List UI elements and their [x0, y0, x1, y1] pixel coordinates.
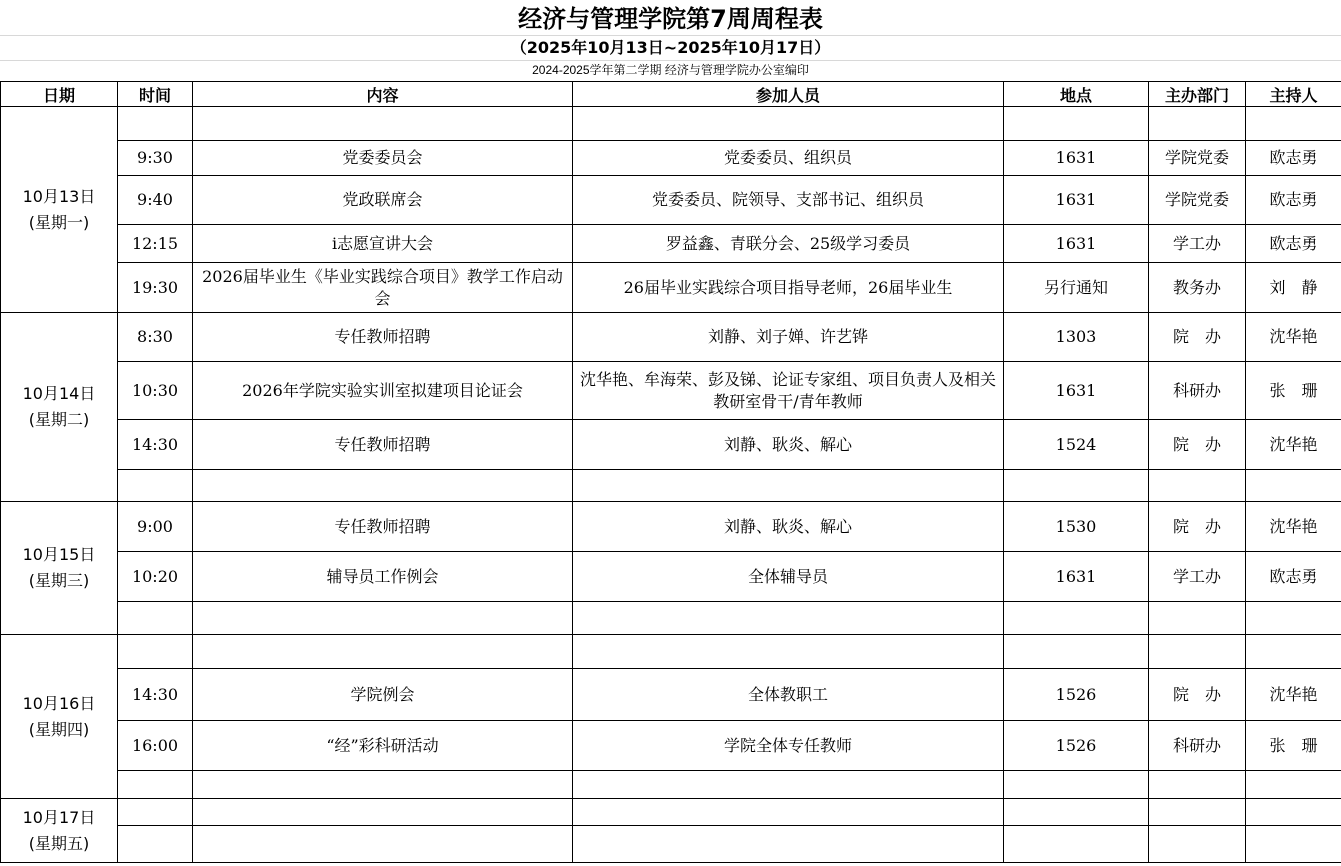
content-cell [193, 635, 573, 669]
table-row [1, 799, 1341, 826]
organizer-cell: 学院党委 [1149, 141, 1246, 176]
table-row [1, 141, 1341, 176]
host-cell [1246, 635, 1341, 669]
table-row [1, 470, 1341, 502]
organizer-cell: 院 办 [1149, 313, 1246, 362]
content-cell: i志愿宣讲大会 [193, 225, 573, 263]
location-cell: 1303 [1004, 313, 1149, 362]
content-cell: 2026届毕业生《毕业实践综合项目》教学工作启动会 [193, 263, 573, 313]
participants-cell: 沈华艳、牟海荣、彭及锑、论证专家组、项目负责人及相关教研室骨干/青年教师 [573, 362, 1004, 420]
organizer-cell [1149, 635, 1246, 669]
participants-cell: 罗益鑫、青联分会、25级学习委员 [573, 225, 1004, 263]
host-cell [1246, 771, 1341, 799]
location-cell [1004, 602, 1149, 635]
column-header-host: 主持人 [1246, 82, 1341, 107]
time-cell [118, 826, 193, 863]
organizer-cell: 学院党委 [1149, 176, 1246, 225]
time-cell: 14:30 [118, 669, 193, 721]
time-cell [118, 771, 193, 799]
host-cell [1246, 602, 1341, 635]
date-cell [1, 502, 118, 635]
host-cell: 张 珊 [1246, 721, 1341, 771]
table-row [1, 771, 1341, 799]
content-cell [193, 771, 573, 799]
table-row [1, 635, 1341, 669]
time-cell: 19:30 [118, 263, 193, 313]
organizer-cell [1149, 771, 1246, 799]
weekday-label: (星期五) [28, 833, 90, 853]
page-title: 经济与管理学院第7周周程表 [0, 0, 1341, 36]
participants-cell: 全体辅导员 [573, 552, 1004, 602]
participants-cell [573, 635, 1004, 669]
location-cell: 1631 [1004, 141, 1149, 176]
location-cell: 1526 [1004, 721, 1149, 771]
host-cell: 沈华艳 [1246, 313, 1341, 362]
date-label: 10月17日 [22, 807, 96, 827]
organizer-cell: 科研办 [1149, 362, 1246, 420]
content-cell: 党委委员会 [193, 141, 573, 176]
organizer-cell: 科研办 [1149, 721, 1246, 771]
organizer-cell: 学工办 [1149, 225, 1246, 263]
table-row [1, 602, 1341, 635]
location-cell [1004, 799, 1149, 826]
host-cell: 刘 静 [1246, 263, 1341, 313]
location-cell [1004, 107, 1149, 141]
date-cell [1, 107, 118, 313]
date-label: 10月15日 [22, 545, 96, 564]
date-cell [1, 313, 118, 502]
weekday-label: (星期一) [28, 212, 90, 232]
host-cell: 沈华艳 [1246, 502, 1341, 552]
location-cell: 1526 [1004, 669, 1149, 721]
time-cell: 9:30 [118, 141, 193, 176]
organizer-cell: 院 办 [1149, 502, 1246, 552]
column-header-location: 地点 [1004, 82, 1149, 107]
participants-cell: 学院全体专任教师 [573, 721, 1004, 771]
date-cell [1, 635, 118, 799]
table-row [1, 502, 1341, 552]
content-cell [193, 470, 573, 502]
location-cell: 1631 [1004, 552, 1149, 602]
schedule-table [0, 81, 1341, 863]
content-cell: “经”彩科研活动 [193, 721, 573, 771]
organizer-cell [1149, 799, 1246, 826]
time-cell: 8:30 [118, 313, 193, 362]
table-row [1, 826, 1341, 863]
table-row [1, 176, 1341, 225]
participants-cell: 刘静、刘子婵、许艺铧 [573, 313, 1004, 362]
location-cell: 1530 [1004, 502, 1149, 552]
time-cell: 12:15 [118, 225, 193, 263]
table-row [1, 669, 1341, 721]
content-cell: 辅导员工作例会 [193, 552, 573, 602]
table-row [1, 225, 1341, 263]
participants-cell: 26届毕业实践综合项目指导老师，26届毕业生 [573, 263, 1004, 313]
location-cell [1004, 635, 1149, 669]
participants-cell [573, 602, 1004, 635]
table-row [1, 362, 1341, 420]
content-cell: 党政联席会 [193, 176, 573, 225]
location-cell: 另行通知 [1004, 263, 1149, 313]
weekday-label: (星期三) [28, 571, 90, 590]
column-header-date: 日期 [1, 82, 118, 107]
time-cell [118, 799, 193, 826]
participants-cell [573, 826, 1004, 863]
host-cell [1246, 470, 1341, 502]
table-row [1, 313, 1341, 362]
organizer-cell: 院 办 [1149, 669, 1246, 721]
organizer-cell [1149, 602, 1246, 635]
content-cell [193, 826, 573, 863]
host-cell: 沈华艳 [1246, 420, 1341, 470]
content-cell: 专任教师招聘 [193, 502, 573, 552]
content-cell [193, 602, 573, 635]
content-cell: 学院例会 [193, 669, 573, 721]
time-cell [118, 470, 193, 502]
location-cell: 1631 [1004, 176, 1149, 225]
time-cell: 9:00 [118, 502, 193, 552]
table-row [1, 263, 1341, 313]
host-cell [1246, 107, 1341, 141]
content-cell [193, 799, 573, 826]
host-cell: 张 珊 [1246, 362, 1341, 420]
date-cell [1, 799, 118, 863]
participants-cell: 刘静、耿炎、解心 [573, 420, 1004, 470]
content-cell: 专任教师招聘 [193, 420, 573, 470]
participants-cell [573, 771, 1004, 799]
time-cell: 16:00 [118, 721, 193, 771]
organizer-cell: 学工办 [1149, 552, 1246, 602]
weekday-label: (星期四) [28, 719, 90, 739]
organizer-cell: 院 办 [1149, 420, 1246, 470]
content-cell: 2026年学院实验实训室拟建项目论证会 [193, 362, 573, 420]
location-cell: 1631 [1004, 362, 1149, 420]
location-cell [1004, 826, 1149, 863]
organizer-cell [1149, 107, 1246, 141]
location-cell: 1524 [1004, 420, 1149, 470]
host-cell: 欧志勇 [1246, 225, 1341, 263]
location-cell: 1631 [1004, 225, 1149, 263]
host-cell: 欧志勇 [1246, 552, 1341, 602]
content-cell: 专任教师招聘 [193, 313, 573, 362]
location-cell [1004, 771, 1149, 799]
time-cell [118, 107, 193, 141]
time-cell: 9:40 [118, 176, 193, 225]
participants-cell: 党委委员、院领导、支部书记、组织员 [573, 176, 1004, 225]
time-cell: 10:30 [118, 362, 193, 420]
organizer-cell [1149, 470, 1246, 502]
participants-cell: 党委委员、组织员 [573, 141, 1004, 176]
location-cell [1004, 470, 1149, 502]
date-label: 10月16日 [22, 693, 96, 713]
host-cell [1246, 826, 1341, 863]
participants-cell [573, 107, 1004, 141]
host-cell: 沈华艳 [1246, 669, 1341, 721]
time-cell [118, 602, 193, 635]
column-header-organizer: 主办部门 [1149, 82, 1246, 107]
participants-cell: 全体教职工 [573, 669, 1004, 721]
participants-cell: 刘静、耿炎、解心 [573, 502, 1004, 552]
table-row [1, 107, 1341, 141]
time-cell [118, 635, 193, 669]
time-cell: 14:30 [118, 420, 193, 470]
table-row [1, 721, 1341, 771]
date-label: 10月13日 [22, 186, 96, 206]
table-row [1, 420, 1341, 470]
column-header-content: 内容 [193, 82, 573, 107]
weekday-label: (星期二) [28, 410, 90, 429]
subtitle: 2024-2025学年第二学期 经济与管理学院办公室编印 [532, 63, 809, 77]
host-cell [1246, 799, 1341, 826]
organizer-cell: 教务办 [1149, 263, 1246, 313]
participants-cell [573, 799, 1004, 826]
content-cell [193, 107, 573, 141]
column-header-time: 时间 [118, 82, 193, 107]
participants-cell [573, 470, 1004, 502]
column-header-participants: 参加人员 [573, 82, 1004, 107]
date-range: （2025年10月13日~2025年10月17日） [0, 36, 1341, 61]
table-row [1, 552, 1341, 602]
time-cell: 10:20 [118, 552, 193, 602]
date-label: 10月14日 [22, 384, 96, 403]
organizer-cell [1149, 826, 1246, 863]
host-cell: 欧志勇 [1246, 176, 1341, 225]
header-row [1, 82, 1341, 107]
host-cell: 欧志勇 [1246, 141, 1341, 176]
